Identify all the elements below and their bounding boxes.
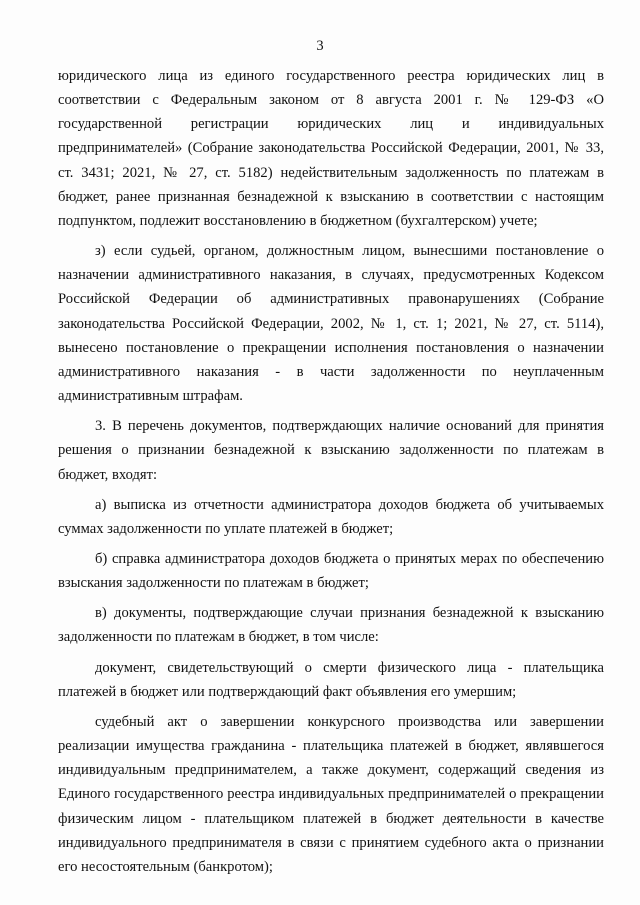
paragraph-document-death: документ, свидетельствующий о смерти физического лица - плательщика платежей в бюджет или подтверждающий факт объявления его умершим;	[58, 659, 604, 700]
paragraph-continuation: юридического лица из единого государственного реестра юридических лиц в соответствии с Федеральным законом от 8 августа 2001 г. № 129-ФЗ «О государственной регистрации юридических лиц и индивидуальных предпринимателей» (Собрание законодательства Российской Федерации, 2001, № 33, ст. 3431; 2021, № 27, ст. 5182) недействительным задолженность по платежам в бюджет, ранее признанная безнадежной к взысканию в соответствии с настоящим подпунктом, подлежит восстановлению в бюджетном (бухгалтерском) учете;	[58, 68, 604, 229]
paragraph-item-3: 3. В перечень документов, подтверждающих наличие оснований для принятия решения о признании безнадежной к взысканию задолженности по платежам в бюджет, входят:	[58, 418, 604, 483]
page-number: 3	[316, 38, 324, 54]
paragraph-item-z: з) если судьей, органом, должностным лицом, вынесшими постановление о назначении административного наказания, в случаях, предусмотренных Кодексом Российской Федерации об административных правонарушениях (Собрание законодательства Российской Федерации, 2002, № 1, ст. 1; 2021, № 27, ст. 5114), вынесено постановление о прекращении исполнения постановления о назначении административного наказания - в части задолженности по неуплаченным административным штрафам.	[58, 243, 604, 405]
document-body	[58, 64, 604, 879]
paragraph-item-v: в) документы, подтверждающие случаи признания безнадежной к взысканию задолженности по платежам в бюджет, в том числе:	[58, 605, 604, 646]
paragraph-document-court: судебный акт о завершении конкурсного производства или завершении реализации имущества гражданина - плательщика платежей в бюджет, являвшегося индивидуальным предпринимателем, а также документ, содержащий сведения из Единого государственного реестра индивидуальных предпринимателей о прекращении физическим лицом - плательщиком платежей в бюджет деятельности в качестве индивидуального предпринимателя в связи с принятием судебного акта о признании его несостоятельным (банкротом);	[58, 713, 604, 875]
paragraph-item-a: а) выписка из отчетности администратора доходов бюджета об учитываемых суммах задолженности по уплате платежей в бюджет;	[58, 496, 604, 537]
paragraph-item-b: б) справка администратора доходов бюджета о принятых мерах по обеспечению взыскания задолженности по платежам в бюджет;	[58, 550, 604, 592]
